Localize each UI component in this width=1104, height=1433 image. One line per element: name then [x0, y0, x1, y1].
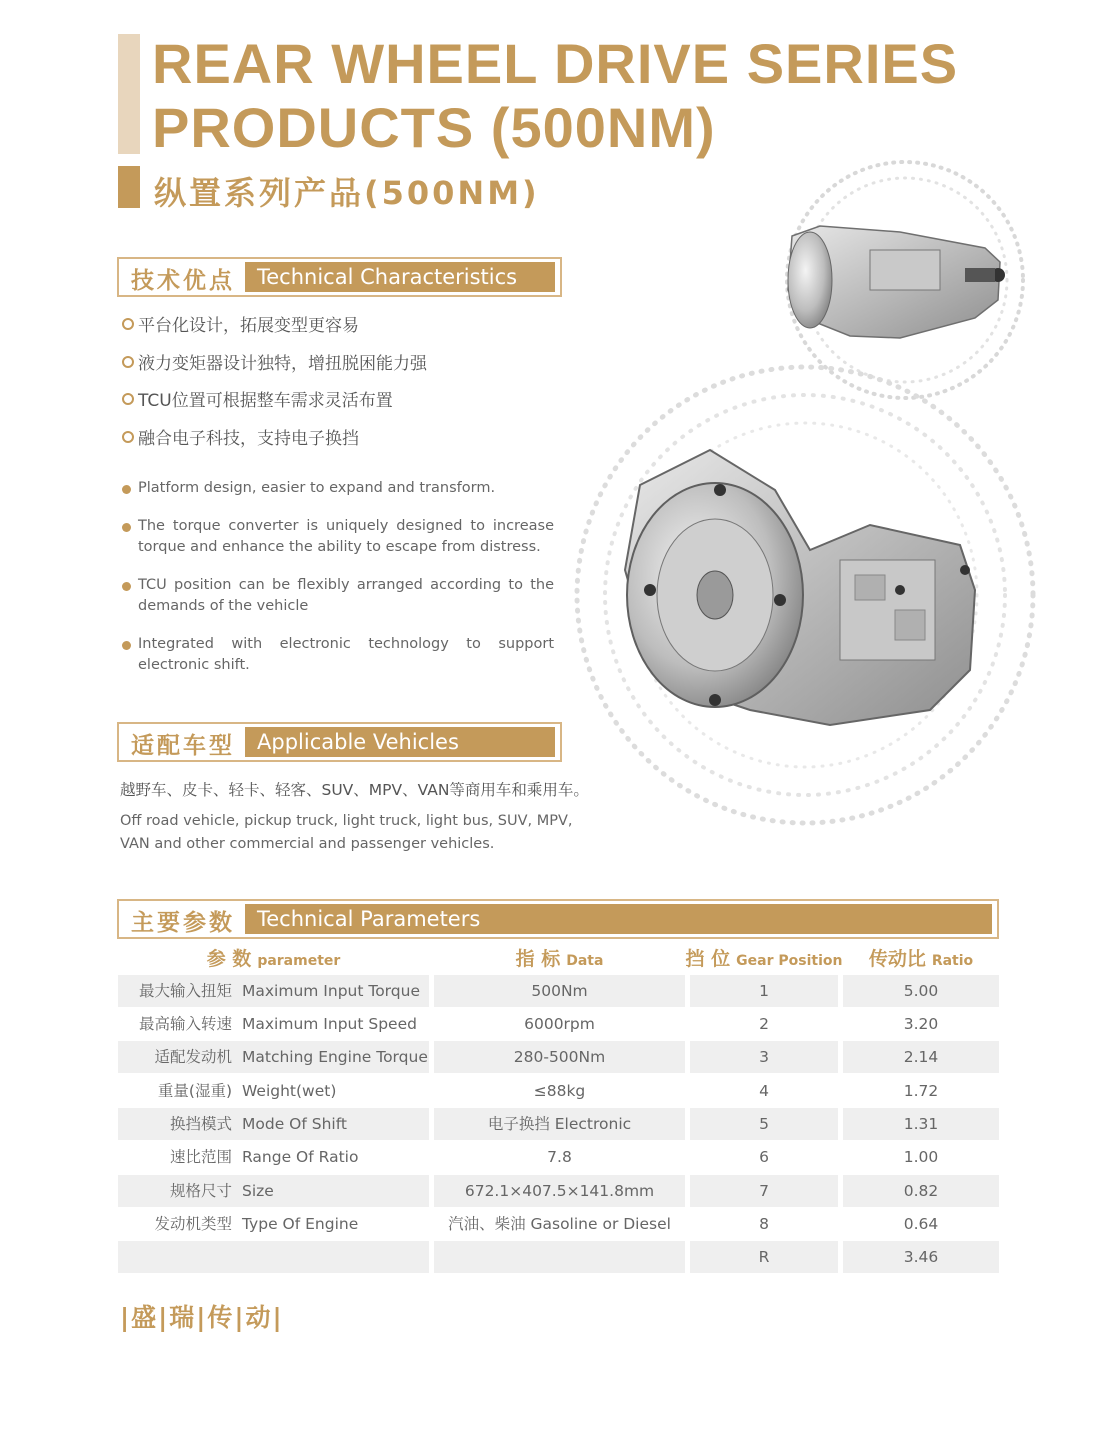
transmission-product-image — [570, 150, 1050, 840]
subtitle-cn: 纵置系列产品(500NM) — [154, 174, 540, 212]
circle-bullet-icon — [122, 318, 134, 330]
section-en-label: Applicable Vehicles — [245, 727, 555, 757]
table-row: 规格尺寸 Size 672.1×407.5×141.8mm 7 0.82 — [118, 1175, 999, 1207]
circle-bullet-icon — [122, 431, 134, 443]
list-item: 融合电子科技，支持电子换挡 — [122, 427, 427, 465]
col-header-ratio: 传动比 Ratio — [868, 948, 974, 970]
list-item: Platform design, easier to expand and transform. — [122, 478, 554, 499]
table-row: 重量(湿重) Weight(wet) ≤88kg 4 1.72 — [157, 1082, 939, 1100]
section-technical-parameters — [117, 899, 999, 939]
section-technical-characteristics — [117, 257, 562, 297]
col-header-data: 指 标 Data — [515, 948, 604, 970]
list-item: The torque converter is uniquely designed to increase torque and enhance the ability to escape from distress. — [122, 516, 554, 558]
table-row: 速比范围 Range Of Ratio 7.8 6 1.00 — [169, 1148, 939, 1166]
list-item: TCU position can be flexibly arranged according to the demands of the vehicle — [122, 575, 554, 617]
section-en-label: Technical Parameters — [245, 904, 992, 934]
table-row: R 3.46 — [118, 1241, 999, 1273]
section-en-label: Technical Characteristics — [245, 262, 555, 292]
list-item: TCU位置可根据整车需求灵活布置 — [122, 389, 427, 427]
brand-footer: |盛|瑞|传|动| — [120, 1303, 284, 1332]
page-title — [152, 32, 958, 160]
title-accent-bar — [118, 34, 140, 154]
circle-bullet-icon — [122, 356, 134, 368]
section-applicable-vehicles — [117, 722, 562, 762]
list-item: Integrated with electronic technology to support electronic shift. — [122, 634, 554, 676]
dot-bullet-icon — [122, 641, 131, 650]
circle-bullet-icon — [122, 393, 134, 405]
dot-bullet-icon — [122, 485, 131, 494]
col-header-parameter: 参 数 parameter — [206, 948, 341, 970]
section-cn-label: 技术优点 — [131, 268, 235, 294]
col-header-gear: 挡 位 Gear Position — [685, 948, 843, 970]
subtitle-accent-bar — [118, 166, 140, 208]
dot-bullet-icon — [122, 582, 131, 591]
section-cn-label: 主要参数 — [131, 910, 235, 936]
table-row: 最高输入转速 Maximum Input Speed 6000rpm 2 3.20 — [138, 1015, 939, 1033]
title-line-2: PRODUCTS (500NM) — [152, 96, 716, 159]
tech-en-list — [122, 478, 554, 693]
vehicles-en-text: Off road vehicle, pickup truck, light truck, light bus, SUV, MPV, VAN and other commercial and passenger vehicles. — [120, 813, 573, 852]
tech-cn-list — [122, 314, 427, 464]
large-transmission-icon — [625, 450, 975, 725]
title-line-1: REAR WHEEL DRIVE SERIES — [152, 32, 959, 95]
list-item: 液力变矩器设计独特，增扭脱困能力强 — [122, 352, 427, 390]
table-row: 适配发动机 Matching Engine Torque 280-500Nm 3 2.14 — [118, 1041, 999, 1073]
table-row: 最大输入扭矩 Maximum Input Torque 500Nm 1 5.00 — [118, 975, 999, 1007]
dot-bullet-icon — [122, 523, 131, 532]
small-transmission-icon — [788, 226, 1005, 338]
section-cn-label: 适配车型 — [131, 733, 235, 759]
vehicles-cn-text: 越野车、皮卡、轻卡、轻客、SUV、MPV、VAN等商用车和乘用车。 — [120, 781, 589, 799]
table-row: 发动机类型 Type Of Engine 汽油、柴油 Gasoline or Diesel 8 0.64 — [154, 1215, 939, 1233]
list-item: 平台化设计，拓展变型更容易 — [122, 314, 427, 352]
table-row: 换挡模式 Mode Of Shift 电子换挡 Electronic 5 1.31 — [118, 1108, 999, 1140]
